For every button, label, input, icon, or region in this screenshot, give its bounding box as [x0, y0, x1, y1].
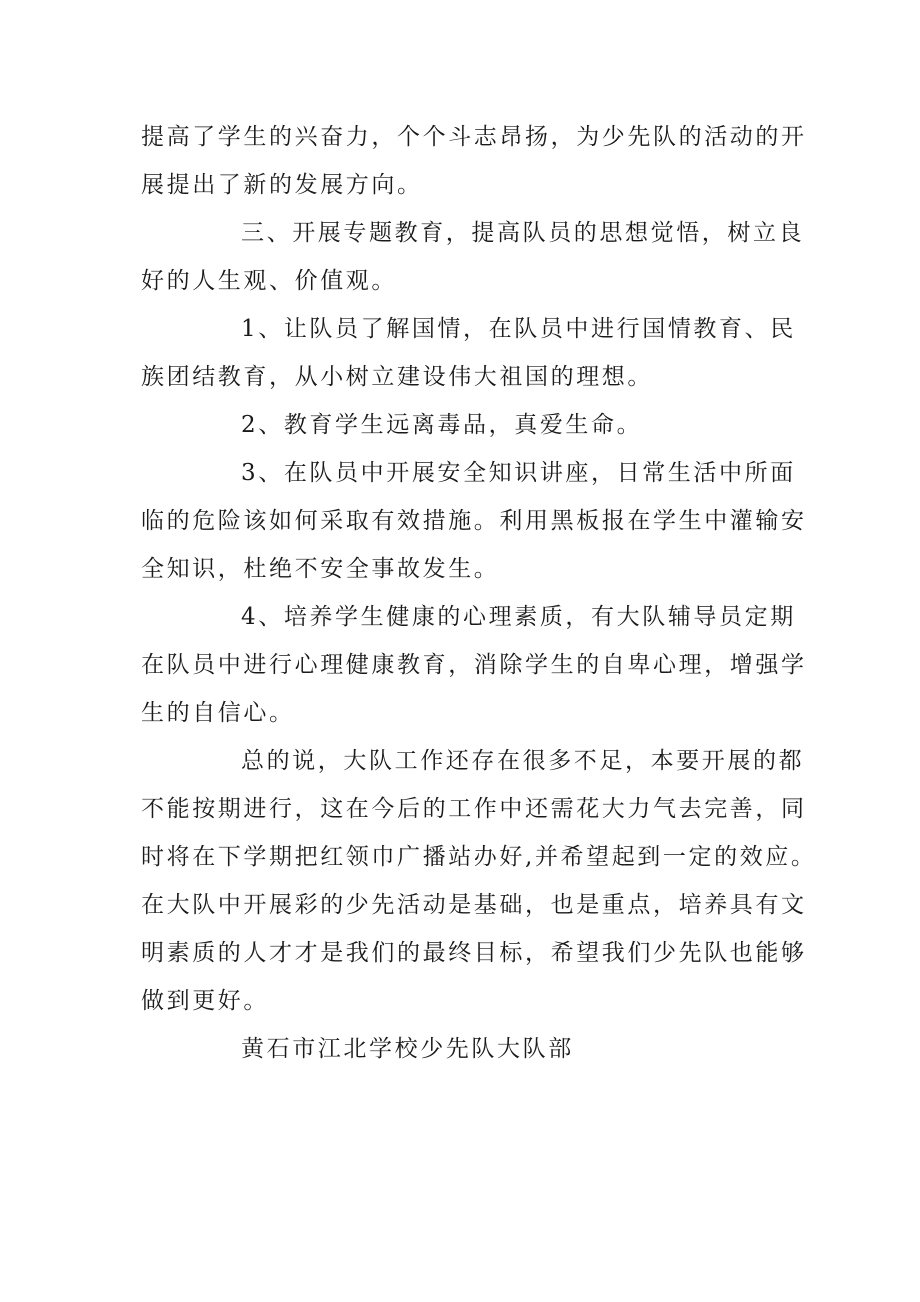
paragraph-line: 展提出了新的发展方向。 [141, 172, 423, 198]
list-item-4: 4、培养学生健康的心理素质，有大队辅导员定期 [241, 604, 796, 630]
signature-organization: 黄石市江北学校少先队大队部 [241, 1036, 574, 1062]
paragraph-line: 做到更好。 [141, 988, 269, 1014]
paragraph-line: 不能按期进行，这在今后的工作中还需花大力气去完善，同 [141, 796, 807, 822]
paragraph-line: 族团结教育，从小树立建设伟大祖国的理想。 [141, 364, 653, 390]
list-item-2: 2、教育学生远离毒品，真爱生命。 [241, 412, 643, 438]
paragraph-line: 临的危险该如何采取有效措施。利用黑板报在学生中灌输安 [141, 508, 807, 534]
paragraph-line: 在大队中开展彩的少先活动是基础，也是重点，培养具有文 [141, 892, 807, 918]
list-item-3: 3、在队员中开展安全知识讲座，日常生活中所面 [241, 460, 796, 486]
summary-paragraph: 总的说，大队工作还存在很多不足，本要开展的都 [241, 748, 805, 774]
paragraph-line: 明素质的人才才是我们的最终目标，希望我们少先队也能够 [141, 940, 807, 966]
section-heading-continued: 好的人生观、价值观。 [141, 268, 397, 294]
paragraph-line: 提高了学生的兴奋力，个个斗志昂扬，为少先队的活动的开 [141, 124, 807, 150]
list-item-1: 1、让队员了解国情，在队员中进行国情教育、民 [241, 316, 796, 342]
paragraph-line: 生的自信心。 [141, 700, 295, 726]
paragraph-line: 全知识，杜绝不安全事故发生。 [141, 556, 500, 582]
section-heading: 三、开展专题教育，提高队员的思想觉悟，树立良 [241, 220, 805, 246]
paragraph-line: 在队员中进行心理健康教育，消除学生的自卑心理，增强学 [141, 652, 807, 678]
paragraph-line: 时将在下学期把红领巾广播站办好,并希望起到一定的效应。 [141, 844, 817, 870]
